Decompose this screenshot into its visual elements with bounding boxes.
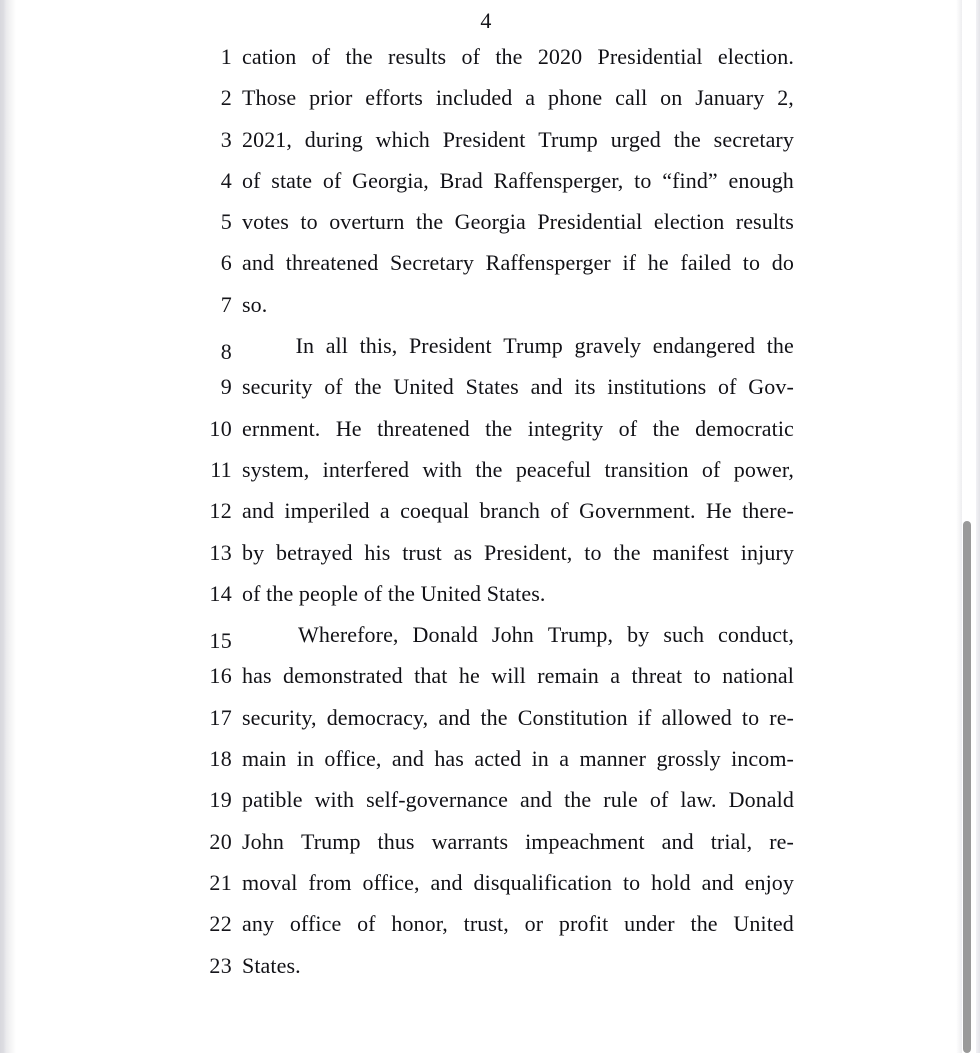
word: President: [408, 333, 492, 359]
word: gravely: [574, 333, 642, 359]
word: the: [495, 44, 523, 69]
word: the: [673, 126, 701, 152]
word: the: [416, 209, 444, 235]
word: Constitution: [517, 704, 628, 730]
word: re-: [769, 828, 794, 854]
word: allowed: [661, 704, 732, 730]
word: if: [622, 250, 637, 276]
line-number: 16: [209, 663, 232, 689]
word: of: [461, 44, 480, 69]
word: grossly: [656, 746, 721, 772]
document-line: [194, 209, 794, 250]
word: and: [391, 746, 424, 772]
word: to: [300, 209, 318, 235]
word: thus: [377, 828, 415, 854]
word: efforts: [365, 85, 423, 111]
word: the: [652, 415, 680, 441]
word: by: [627, 622, 650, 648]
line-text: [242, 663, 794, 689]
word: by: [242, 539, 265, 565]
line-number: 15: [209, 628, 232, 654]
word: hold: [651, 869, 691, 895]
line-text: of the people of the United States.: [242, 580, 546, 606]
line-number: 6: [220, 250, 232, 276]
word: of: [618, 415, 638, 441]
word: he: [647, 250, 669, 276]
line-text: [242, 746, 794, 772]
word: call: [615, 85, 648, 111]
page-left-shadow: [6, 0, 16, 1053]
word: the: [485, 415, 513, 441]
word: “find”: [662, 167, 718, 193]
document-line: [194, 870, 794, 911]
word: trial,: [710, 828, 753, 854]
word: the: [613, 539, 641, 565]
word: phone: [548, 85, 603, 111]
word: security: [242, 374, 313, 400]
word: He: [705, 498, 732, 524]
word: President,: [484, 539, 573, 565]
word: and: [661, 828, 694, 854]
word: with: [422, 456, 462, 482]
line-number: 19: [209, 787, 232, 813]
word: 2020: [537, 44, 583, 69]
document-line: [194, 498, 794, 539]
word: a: [559, 746, 570, 772]
word: results: [735, 209, 794, 235]
word: threatened: [377, 415, 470, 441]
word: Raffensperger: [485, 250, 611, 276]
word: impeachment: [525, 828, 645, 854]
word: main: [242, 746, 287, 772]
word: and: [701, 869, 734, 895]
word: the: [345, 44, 373, 69]
page-number: 4: [480, 8, 492, 33]
word: of: [242, 167, 261, 193]
line-number: 18: [209, 746, 232, 772]
word: this,: [359, 333, 398, 359]
word: January: [695, 85, 765, 111]
word: peaceful: [515, 456, 592, 482]
word: with: [314, 787, 355, 813]
numbered-line-list: [194, 44, 794, 994]
word: in: [296, 746, 315, 772]
word: of: [324, 374, 343, 400]
line-number: 21: [209, 869, 232, 895]
word: Presidential: [597, 44, 703, 69]
line-text: [242, 209, 794, 235]
word: United: [733, 911, 794, 937]
word: He: [335, 415, 362, 441]
line-number: 11: [210, 456, 232, 482]
word: Gov-: [748, 374, 794, 400]
word: democratic: [695, 415, 794, 441]
line-number: 1: [220, 44, 232, 69]
word: security,: [242, 704, 317, 730]
word: and: [438, 704, 471, 730]
document-line: [194, 85, 794, 126]
document-line: [194, 457, 794, 498]
line-text: [242, 787, 794, 813]
document-line: [194, 705, 794, 746]
word: Secretary: [390, 250, 474, 276]
word: do: [771, 250, 794, 276]
line-number: 23: [209, 952, 232, 978]
word: or: [524, 911, 544, 937]
scrollbar-thumb[interactable]: [963, 521, 971, 1053]
word: ernment.: [242, 415, 321, 441]
word: included: [435, 85, 513, 111]
line-text: [242, 705, 794, 731]
word: John: [242, 828, 284, 854]
word: power,: [733, 456, 794, 482]
word: the: [690, 911, 718, 937]
document-line: [194, 581, 794, 622]
word: interfered: [322, 456, 410, 482]
word: disqualification: [473, 869, 613, 895]
word: Wherefore,: [298, 622, 399, 648]
document-line: [194, 127, 794, 168]
line-text: [242, 374, 794, 400]
word: cation: [242, 44, 297, 69]
word: of: [717, 374, 737, 400]
word: self-governance: [366, 787, 509, 813]
word: and: [520, 787, 553, 813]
line-number: 8: [220, 339, 232, 365]
word: profit: [558, 911, 609, 937]
document-line: [194, 250, 794, 291]
line-number: 20: [209, 828, 232, 854]
word: democracy,: [326, 704, 429, 730]
word: votes: [242, 209, 289, 235]
word: results: [388, 44, 447, 69]
document-line: [194, 333, 794, 374]
line-number: 2: [220, 85, 232, 111]
line-text: [242, 168, 794, 194]
word: Donald: [412, 622, 478, 648]
viewer-right-gutter: [976, 0, 980, 1053]
document-line: [194, 746, 794, 787]
word: incom-: [731, 746, 794, 772]
word: national: [722, 663, 794, 689]
word: trust,: [463, 911, 509, 937]
word: patible: [242, 787, 303, 813]
line-number: 5: [220, 209, 232, 235]
line-text: [242, 333, 794, 359]
word: election.: [717, 44, 794, 69]
document-line: [194, 44, 794, 85]
word: Trump: [300, 828, 361, 854]
word: Georgia: [454, 209, 526, 235]
line-number: 9: [220, 374, 232, 400]
word: Those: [242, 85, 297, 111]
word: in: [531, 746, 549, 772]
line-number: 7: [220, 291, 232, 317]
word: of: [550, 498, 569, 524]
word: that: [414, 663, 448, 689]
word: a: [525, 85, 536, 111]
word: manner: [579, 746, 647, 772]
word: any: [242, 911, 275, 937]
word: from: [308, 869, 352, 895]
word: to: [634, 167, 652, 193]
line-text: [242, 498, 794, 524]
word: office,: [324, 746, 382, 772]
line-text: [242, 870, 794, 896]
word: he: [458, 663, 480, 689]
word: Raffensperger,: [493, 167, 624, 193]
word: on: [660, 85, 683, 111]
word: secretary: [713, 126, 794, 152]
line-text: [242, 416, 794, 442]
word: threatened: [285, 250, 379, 276]
word: Trump,: [547, 622, 614, 648]
word: urged: [610, 126, 661, 152]
word: manifest: [652, 539, 729, 565]
word: office: [289, 911, 342, 937]
word: and: [530, 374, 563, 400]
word: its: [574, 374, 596, 400]
document-line: [194, 292, 794, 333]
word: institutions: [607, 374, 707, 400]
word: all: [325, 333, 348, 359]
line-text: [242, 127, 794, 153]
word: Trump: [503, 333, 563, 359]
document-line: [194, 787, 794, 828]
word: In: [295, 333, 315, 359]
word: Donald: [728, 787, 794, 813]
line-text: so.: [242, 291, 268, 317]
word: under: [624, 911, 675, 937]
word: and: [430, 869, 463, 895]
word: prior: [309, 85, 353, 111]
line-number: 14: [209, 580, 232, 606]
word: warrants: [431, 828, 509, 854]
word: branch: [479, 498, 540, 524]
word: which: [375, 126, 430, 152]
word: injury: [740, 539, 794, 565]
word: States: [465, 374, 519, 400]
line-text: [242, 829, 794, 855]
word: to: [693, 663, 711, 689]
word: Brad: [439, 167, 483, 193]
word: of: [357, 911, 376, 937]
line-number: 17: [209, 704, 232, 730]
word: Government.: [579, 498, 696, 524]
word: acted: [474, 746, 522, 772]
word: law.: [680, 787, 717, 813]
word: Presidential: [537, 209, 643, 235]
document-line: [194, 416, 794, 457]
word: and: [242, 250, 275, 276]
word: trust: [402, 539, 442, 565]
word: will: [491, 663, 526, 689]
word: 2,: [777, 85, 794, 111]
line-text: [242, 250, 794, 276]
word: to: [584, 539, 602, 565]
word: of: [311, 44, 331, 69]
word: overturn: [329, 209, 405, 235]
word: imperiled: [284, 498, 370, 524]
line-text: [242, 44, 794, 70]
word: betrayed: [276, 539, 353, 565]
word: coequal: [400, 498, 470, 524]
word: the: [564, 787, 592, 813]
word: John: [491, 622, 534, 648]
word: state: [271, 167, 313, 193]
word: a: [610, 663, 621, 689]
line-text: [242, 540, 794, 566]
word: rule: [603, 787, 638, 813]
word: conduct,: [718, 622, 794, 648]
line-text: [242, 457, 794, 483]
document-line: [194, 374, 794, 415]
word: honor,: [391, 911, 448, 937]
word: demonstrated: [283, 663, 403, 689]
line-text: [242, 85, 794, 111]
document-line: [194, 911, 794, 952]
word: election: [653, 209, 725, 235]
document-line: [194, 540, 794, 581]
word: enough: [728, 167, 794, 193]
word: such: [663, 622, 705, 648]
word: his: [364, 539, 391, 565]
document-line: [194, 829, 794, 870]
word: there-: [742, 498, 794, 524]
word: of: [322, 167, 342, 193]
paragraph-indent: [242, 622, 284, 648]
document-line: [194, 622, 794, 663]
document-line: [194, 663, 794, 704]
word: of: [701, 456, 721, 482]
line-text: States.: [242, 952, 301, 978]
word: Trump: [538, 126, 598, 152]
document-line: [194, 168, 794, 209]
word: the: [354, 374, 382, 400]
line-number: 22: [209, 911, 232, 937]
line-text: [242, 622, 794, 648]
word: failed: [680, 250, 732, 276]
word: to: [741, 704, 760, 730]
vertical-scrollbar[interactable]: [960, 0, 974, 1053]
word: to: [742, 250, 761, 276]
line-number: 10: [209, 415, 232, 441]
word: endangered: [652, 333, 756, 359]
word: enjoy: [744, 869, 794, 895]
word: remain: [537, 663, 599, 689]
word: re-: [769, 704, 794, 730]
word: the: [766, 333, 794, 359]
line-number: 3: [220, 126, 232, 152]
word: integrity: [527, 415, 604, 441]
word: has: [434, 746, 464, 772]
word: the: [480, 704, 508, 730]
word: during: [304, 126, 363, 152]
word: Georgia,: [352, 167, 429, 193]
word: a: [379, 498, 390, 524]
word: transition: [604, 456, 689, 482]
word: President: [442, 126, 526, 152]
line-number: 4: [220, 167, 232, 193]
word: moval: [242, 869, 298, 895]
line-text: [242, 911, 794, 937]
word: threat: [631, 663, 683, 689]
document-line: [194, 953, 794, 994]
word: 2021,: [242, 126, 292, 152]
paragraph-indent: [242, 333, 284, 359]
word: the: [475, 456, 503, 482]
word: has: [242, 663, 272, 689]
word: to: [622, 869, 641, 895]
word: system,: [242, 456, 310, 482]
word: as: [453, 539, 473, 565]
document-page: [16, 0, 956, 1053]
word: of: [649, 787, 669, 813]
word: office,: [362, 869, 420, 895]
line-number: 13: [209, 539, 232, 565]
line-number: 12: [209, 498, 232, 524]
word: United: [393, 374, 454, 400]
word: and: [242, 498, 275, 524]
word: if: [637, 704, 652, 730]
